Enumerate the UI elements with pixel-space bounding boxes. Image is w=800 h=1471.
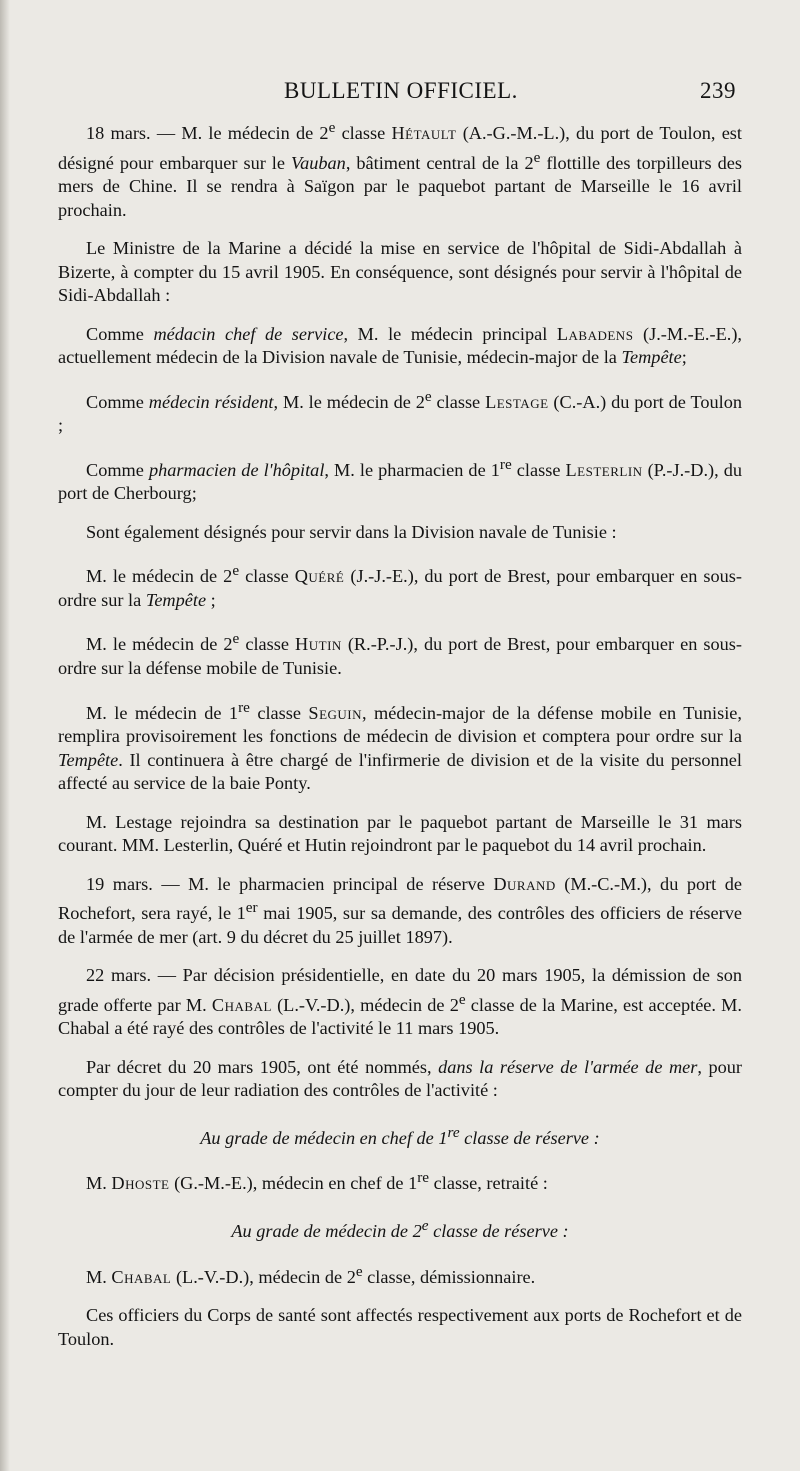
person-name: Durand bbox=[493, 873, 556, 894]
paragraph-paquebot: M. Lestage rejoindra sa destination par le paquebot partant de Marseille le 31 mars courant. MM. Lesterlin, Quéré et Hutin rejoindront par le paquebot du 14 avril prochain. bbox=[58, 811, 742, 856]
paragraph-hopital-sidi-abdallah: Le Ministre de la Marine a décidé la mise en service de l'hôpital de Sidi-Abdallah à Bizerte, à compter du 15 avril 1905. En conséquence, sont désignés pour servir à l'hôpital de Sidi-Abdallah : bbox=[58, 238, 742, 306]
paragraph-durand: 19 mars. — M. le pharmacien principal de réserve Durand (M.-C.-M.), du port de Rochefort, sera rayé, le 1er mai 1905, sur sa demande, des contrôles des officiers de réserve de l'armée de mer (art. 9 du décret du 25 juillet 1897). bbox=[58, 873, 743, 947]
role-title: médacin chef de service bbox=[153, 323, 344, 344]
role-title: médecin résident bbox=[148, 391, 274, 412]
person-name: Seguin bbox=[308, 702, 363, 723]
paragraph-seguin: M. le médecin de 1re classe Seguin, médecin-major de la défense mobile en Tunisie, remplira provisoirement les fonctions de médecin de division et comptera pour ordre sur la Tempête. Il continuera à être chargé de l'infirmerie de division et de la visite du personnel affecté au service de la baie Ponty. bbox=[58, 698, 742, 794]
ship-name: Vauban bbox=[290, 152, 346, 173]
paragraph-decret-reserve: Par décret du 20 mars 1905, ont été nommés, dans la réserve de l'armée de mer, pour compter du jour de leur radiation des contrôles de l'activité : bbox=[58, 1056, 742, 1101]
person-name: Quéré bbox=[294, 566, 345, 587]
ship-name: Tempête bbox=[621, 347, 682, 368]
person-name: Labadens bbox=[556, 323, 634, 344]
paragraph-chabal-demission: 22 mars. — Par décision présidentielle, en date du 20 mars 1905, la démission de son grade offerte par M. Chabal (L.-V.-D.), médecin de 2e classe de la Marine, est acceptée. M. Chabal a été rayé des contrôles de l'activité le 11 mars 1905. bbox=[58, 965, 743, 1039]
paragraph-hetault: 18 mars. — M. le médecin de 2e classe Hétault (A.-G.-M.-L.), du port de Toulon, est désigné pour embarquer sur le Vauban, bâtiment central de la 2e flottille des torpilleurs des mers de Chine. Il se rendra à Saïgon par le paquebot partant de Marseille le 16 avril prochain. bbox=[58, 119, 742, 220]
ship-name: Tempête bbox=[145, 589, 207, 610]
section-heading-medecin-en-chef: Au grade de médecin en chef de 1re classe de réserve : bbox=[200, 1123, 600, 1148]
paragraph-chabal-reserve: M. Chabal (L.-V.-D.), médecin de 2e classe, démissionnaire. bbox=[86, 1262, 536, 1287]
paragraph-quere: M. le médecin de 2e classe Quéré (J.-J.-E.), du port de Brest, pour embarquer en sous-ordre sur la Tempête ; bbox=[58, 562, 742, 610]
paragraph-labadens: Comme médacin chef de service, M. le médecin principal Labadens (J.-M.-E.-E.), actuellement médecin de la Division navale de Tunisie, médecin-major de la Tempête; bbox=[58, 323, 742, 368]
running-title: BULLETIN OFFICIEL. bbox=[284, 78, 518, 103]
person-name: Hétault bbox=[391, 123, 457, 144]
document-body bbox=[58, 116, 742, 1366]
person-name: Lestage bbox=[485, 391, 549, 412]
paragraph-hutin: M. le médecin de 2e classe Hutin (R.-P.-J.), du port de Brest, pour embarquer en sous-ordre sur la défense mobile de Tunisie. bbox=[58, 630, 742, 679]
ship-name: Tempête bbox=[58, 749, 119, 770]
paragraph-dhoste: M. Dhoste (G.-M.-E.), médecin en chef de 1re classe, retraité : bbox=[86, 1169, 548, 1194]
person-name: Dhoste bbox=[111, 1173, 170, 1194]
paragraph-division-navale: Sont également désignés pour servir dans la Division navale de Tunisie : bbox=[86, 521, 617, 542]
page-header bbox=[60, 74, 736, 110]
paragraph-affectation: Ces officiers du Corps de santé sont affectés respectivement aux ports de Rochefort et de Toulon. bbox=[58, 1305, 742, 1349]
section-heading-medecin-2e-classe: Au grade de médecin de 2e classe de réserve : bbox=[231, 1217, 569, 1242]
person-name: Hutin bbox=[295, 634, 342, 655]
person-name: Chabal bbox=[211, 994, 272, 1015]
role-title: pharmacien de l'hôpital bbox=[148, 459, 325, 480]
person-name: Chabal bbox=[111, 1266, 172, 1287]
person-name: Lesterlin bbox=[565, 459, 643, 480]
paragraph-lestage: Comme médecin résident, M. le médecin de 2e classe Lestage (C.-A.) du port de Toulon ; bbox=[58, 387, 742, 436]
page-number: 239 bbox=[700, 78, 736, 103]
page-edge-shadow bbox=[0, 0, 10, 1471]
paragraph-lesterlin: Comme pharmacien de l'hôpital, M. le pharmacien de 1re classe Lesterlin (P.-J.-D.), du port de Cherbourg; bbox=[58, 455, 743, 504]
